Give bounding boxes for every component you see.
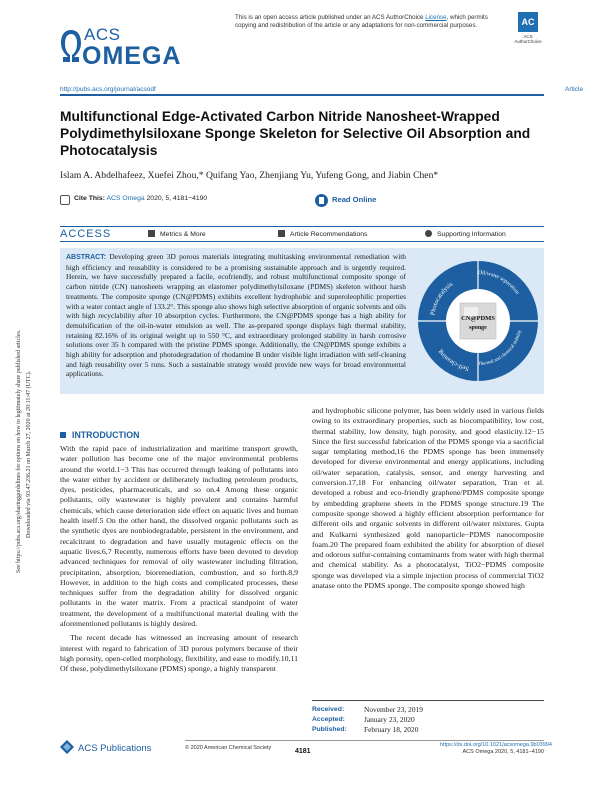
copyright-text: © 2020 American Chemical Society (185, 745, 272, 751)
access-label: ACCESS (60, 228, 112, 240)
introduction-heading-text: INTRODUCTION (72, 430, 140, 440)
toc-center-bottom: sponge (469, 325, 487, 331)
acs-authorchoice-caption: ACS AuthorChoice (514, 34, 542, 44)
accepted-date: January 23, 2020 (364, 715, 415, 724)
acs-publications-logo (60, 740, 151, 754)
intro-paragraph-2: The recent decade has witnessed an increasing amount of research interest with regard to fabrication of 3D porous polymers because of their high porosity, open-celled morphology, flexibility, and ease to modify.10,11 Of these, polydimethylsiloxane (PDMS) sponge, a highly transparent (60, 633, 298, 674)
sharing-guidelines-text: See https://pubs.acs.org/sharingguidelines for options on how to legitimately share published articles. (16, 329, 22, 573)
article-type-label: Article (565, 86, 584, 93)
body-column-left (60, 430, 298, 675)
license-text-post: , which permits copying and redistribution of the article or any adaptations for non-commercial purposes. (235, 14, 488, 29)
read-online-button[interactable] (315, 194, 405, 207)
publisher-name: ACS Publications (78, 743, 152, 754)
received-date: November 23, 2019 (364, 705, 423, 714)
journal-url-bar (60, 86, 584, 96)
doi-block (440, 742, 552, 756)
toc-seg-photocatalysis-label: Photocatalysis (429, 280, 455, 316)
supporting-info-link[interactable] (425, 230, 506, 238)
abstract-box (60, 248, 544, 394)
accepted-row (312, 715, 544, 725)
toc-seg-self-cleaning-label: Self-cleaning (436, 348, 470, 373)
section-marker-icon (60, 432, 66, 438)
read-online-label: Read Online (332, 195, 377, 204)
abstract-body: Developing green 3D porous materials integrating multitasking environmental remediation with high efficiency and reusability is considered to be a promising sustainable approach and is urgently required. Herein, we have successfully prepared a facile, ecofriendly, and robust multifunctional composite sponge of carbon nitride (CN) nanosheets wrapping an elastomer polydimethylsiloxane (PDMS) skeleton without harsh treatments. The composite sponge (CN@PDMS) exhibits excellent hydrophobic and superoleophilic properties with a water contact angle of 133.2°. This sponge also shows high selective absorption of organic solvents and oils with high recyclability after 10 absorption cycles. Furthermore, the CN@PDMS sponge has a high ability for demulsification of the oil-in-water emulsion as well. The as-prepared sponge displays high thermal stability, retaining 82.16% of its original weight up to 550 °C, and extraordinary prolonged stability in harsh corrosive solutions over 35 h compared with the pristine PDMS sponge. Additionally, the CN@PDMS sponge exhibits a high ability for adsorption and photodegradation of rhodamine B under visible light irradiation with self-cleaning and high reusability over 5 runs. Such a sustainable strategy would provide new ways for broad environmental applications. (66, 252, 406, 379)
metrics-link[interactable] (148, 230, 206, 238)
acs-publications-mark-icon (60, 740, 74, 754)
toc-graphic (416, 256, 540, 386)
cite-icon[interactable] (60, 195, 70, 205)
recommendations-link[interactable] (278, 230, 367, 238)
citation-bar (60, 194, 440, 208)
license-text-pre: This is an open access article published under an ACS AuthorChoice (235, 14, 426, 21)
received-row (312, 705, 544, 715)
published-row (312, 725, 544, 735)
abstract-text (66, 252, 406, 379)
cite-reference: 2020, 5, 4181−4190 (146, 195, 208, 202)
page-footer (60, 740, 552, 770)
journal-logo (60, 22, 180, 78)
doi-reference: ACS Omega 2020, 5, 4181−4190 (462, 749, 544, 755)
journal-url-link[interactable]: http://pubs.acs.org/journal/acsodf (60, 86, 156, 93)
published-date: February 18, 2020 (364, 725, 419, 734)
intro-paragraph-3: and hydrophobic silicone polymer, has been widely used in various fields owing to its extraordinary properties, such as biocompatibility, low cost, thermal stability, low density, high porosity, and good elasticity.12−15 Since the first successful fabrication of the PDMS sponge via a sacrificial sugar templating method,16 the PDMS sponge has been immensely developed for diverse environmental and energy applications, including oil/water separation, catalysis, sensor, and energy harvesting and conversion.17,18 For enhancing oil/water separation, Tran et al. developed a robust and eco-friendly graphene/PDMS composite sponge by embedding graphene sheets in the PDMS sponge structure.19 The composite sponge showed a highly efficient absorption performance for different oils and organic solvents in different oil/water mixtures. Gupta and Kulkarni synthesized gold nanoparticle−PDMS nanocomposite foam.20 The prepared foam exhibited the ability for absorption of diesel and odorous sulfur-containing contaminants from water with high thermal and chemical stability. As a photocatalyst, TiO2−PDMS composite sponge was developed via a simple injection process of commercial TiO2 anatase onto the PDMS sponge. The composite sponge showed high (312, 406, 544, 591)
document-icon (278, 230, 285, 237)
paper-authors: Islam A. Abdelhafeez, Xuefei Zhou,* Quifang Yao, Zhenjiang Yu, Yufeng Gong, and Jiabin Chen* (60, 170, 439, 181)
toc-center-top: CN@PDMS (461, 315, 495, 322)
license-link[interactable]: License (425, 14, 447, 21)
metrics-label: Metrics & More (160, 231, 206, 238)
accepted-label: Accepted: (312, 716, 345, 723)
supporting-info-icon (425, 230, 432, 237)
page-number: 4181 (295, 748, 311, 755)
omega-mark-icon (60, 28, 82, 64)
license-notice (235, 14, 500, 30)
introduction-heading (60, 430, 298, 440)
bar-chart-icon (148, 230, 155, 237)
cite-journal-link[interactable]: ACS Omega (106, 195, 145, 202)
journal-name-omega: OMEGA (82, 42, 182, 70)
read-online-icon (315, 194, 328, 207)
intro-paragraph-1: With the rapid pace of industrialization and maritime transport growth, water pollution has become one of the major environmental problems around the world.1−3 This has occurred through leaking of pollutants into the water either by accident or deliberately including petroleum products, dyes, pesticides, pharmaceuticals, and so on.4 Among these organic pollutants, oily wastewater is highly prevalent and contains harmful chemicals, which cause deterioration side effect on aquatic lives and human health itself.5 On the other hand, the dissolved organic pollutants such as the synthetic dyes are nonbiodegradable, persistent in the environment, and recalcitrant to degradation and have usually mutagenic effects on the aquatic lives.6,7 Recently, numerous efforts have been devoted to develop advanced techniques for removal of oily wastewater including filtration, precipitation, absorption, bioremediation, combustion, and so forth.8,9 However, in addition to the high costs and complicated processes, these techniques suffer from the degradation ability for dissolved organic pollutants in the water matrix. From a practical standpoint of water treatment, the development of a multifunctional material dealing with the aforementioned pollutants is highly desired. (60, 444, 298, 629)
recommendations-label: Article Recommendations (290, 231, 368, 238)
access-bar (60, 226, 544, 242)
toc-seg-thermal-label: Thermal and chemical stability (477, 329, 524, 368)
paper-title: Multifunctional Edge-Activated Carbon Nitride Nanosheet-Wrapped Polydimethylsiloxane Sponge Skeleton for Selective Oil Absorption and Photocatalysis (60, 109, 531, 158)
publication-dates (312, 700, 544, 735)
journal-name-acs: ACS (84, 25, 121, 44)
supporting-info-label: Supporting Information (437, 231, 506, 238)
published-label: Published: (312, 726, 347, 733)
received-label: Received: (312, 706, 345, 713)
download-info-text: Downloaded via 93.47.236.21 on March 27, 2020 at 20:11:47 (UTC). (26, 370, 32, 538)
cite-label: Cite This: (74, 195, 105, 202)
abstract-label: ABSTRACT: (66, 254, 107, 261)
citation-text (74, 195, 207, 202)
download-sidebar (8, 238, 38, 578)
doi-link[interactable]: https://dx.doi.org/10.1021/acsomega.9b03994 (440, 742, 552, 748)
body-column-right (312, 406, 544, 591)
toc-seg-oil-water-label: Oil/water separation (477, 269, 521, 296)
footer-rule (185, 740, 544, 741)
acs-authorchoice-logo: AC (518, 12, 538, 32)
